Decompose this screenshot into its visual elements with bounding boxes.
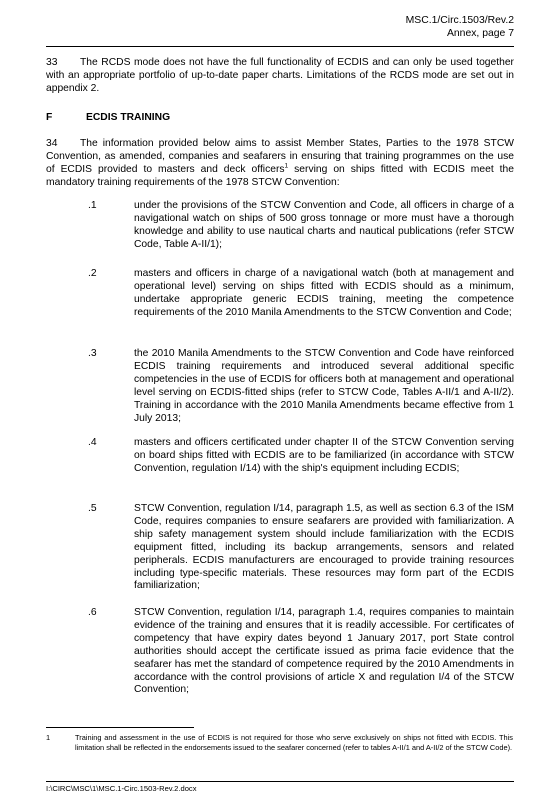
list-item-number: .6: [88, 607, 97, 618]
list-item-text: the 2010 Manila Amendments to the STCW Convention and Code have reinforced ECDIS training requirements and introduced several additional specific competencies in the use of ECDIS for officers both at management and operational level serving on ECDIS-fitted ships (refer to STCW Code, Tables A-II/1 and A-II/2). Training in accordance with the 2010 Manila Amendments became effective from 1 July 2013;: [134, 348, 514, 424]
list-item-text: masters and officers in charge of a navigational watch (both at management and operational level) serving on ships fitted with ECDIS should as a minimum, undertake appropriate generic ECDIS training, meeting the competence requirements of the 2010 Manila Amendments to the STCW Convention and Code;: [134, 268, 514, 318]
footnote-number: 1: [46, 733, 51, 742]
list-item-number: .5: [88, 503, 97, 514]
paragraph-text: The information provided below aims to assist Member States, Parties to the 1978 STCW Convention, as amended, companies and seafarers in ensuring that training programmes on the use of ECDIS provided to masters and deck officers: [46, 138, 514, 175]
section-letter: F: [46, 112, 53, 123]
file-path-footer: I:\CIRC\MSC\1\MSC.1-Circ.1503-Rev.2.docx: [46, 784, 197, 793]
header-divider: [46, 46, 514, 47]
paragraph-text-continued: serving on ships fitted with ECDIS meet the mandatory training requirements of the 1978 STCW Convention:: [46, 163, 514, 188]
paragraph-text: The RCDS mode does not have the full functionality of ECDIS and can only be used together with an appropriate portfolio of up-to-date paper charts. Limitations of the RCDS mode are set out in appendix 2.: [46, 57, 514, 94]
list-item-text: STCW Convention, regulation I/14, paragraph 1.4, requires companies to maintain evidence of the training and ensures that it is readily accessible. For certificates of competency that have expiry dates beyond 1 January 2017, port State control authorities should accept the certificate issued as prima facie evidence that the seafarer has met the standard of competence required by the 2010 Amendments in accordance with the control provisions of article X and regulation I/4 of the STCW Convention;: [134, 607, 514, 696]
paragraph-34: [46, 138, 514, 190]
section-title: ECDIS TRAINING: [86, 112, 171, 123]
footnote-reference: 1: [284, 162, 289, 170]
footnote-divider: [46, 727, 194, 728]
list-item-number: .4: [88, 437, 97, 448]
paragraph-33: [46, 57, 514, 96]
list-item-number: .1: [88, 200, 97, 211]
footer-divider: [46, 781, 514, 782]
paragraph-number: 33: [46, 57, 58, 68]
list-item-number: .3: [88, 348, 97, 359]
page-number: Annex, page 7: [446, 28, 514, 39]
list-item-number: .2: [88, 268, 97, 279]
list-item-text: STCW Convention, regulation I/14, paragraph 1.5, as well as section 6.3 of the ISM Code, requires companies to ensure seafarers are provided with familiarization. A ship safety management system should include familiarization with the ECDIS equipment fitted, including its backup arrangements, sensors and related peripherals. ECDIS manufacturers are encouraged to provide training resources including type-specific materials. These resources may form part of the ECDIS familiarization;: [134, 503, 514, 592]
footnote-text: Training and assessment in the use of ECDIS is not required for those who serve exclusively on ships not fitted with ECDIS. This limitation shall be reflected in the endorsements issued to the seafarer concerned (refer to tables A-II/1 and A-II/2 of the STCW Code).: [75, 733, 513, 753]
list-item-text: under the provisions of the STCW Convention and Code, all officers in charge of a navigational watch on ships of 500 gross tonnage or more must have a thorough knowledge and ability to use nautical charts and nautical publications (refer STCW Code, Table A-II/1);: [134, 200, 514, 250]
section-heading: [46, 111, 170, 124]
paragraph-number: 34: [46, 138, 58, 149]
document-reference: MSC.1/Circ.1503/Rev.2: [405, 15, 514, 26]
list-item-text: masters and officers certificated under chapter II of the STCW Convention serving on board ships fitted with ECDIS are to be familiarized (in accordance with STCW Convention, regulation I/14) with the ship's equipment including ECDIS;: [134, 437, 514, 474]
page-header: [406, 14, 514, 40]
